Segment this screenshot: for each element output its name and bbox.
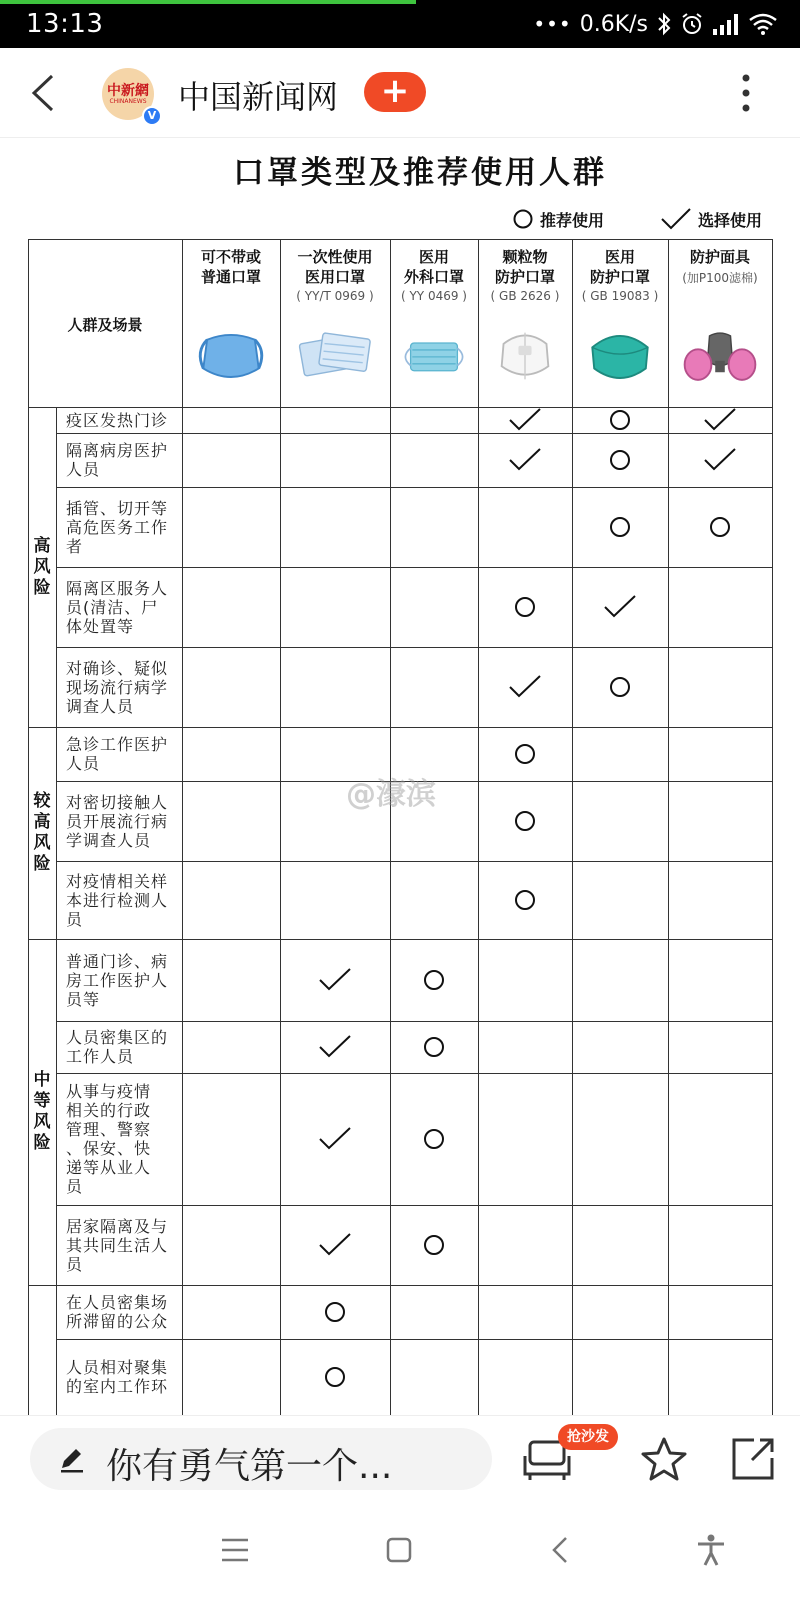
table-column-divider	[478, 239, 479, 1415]
avatar-logo: 中新網	[107, 83, 149, 99]
circle-mark-icon	[317, 1362, 353, 1392]
system-nav-bar	[0, 1503, 800, 1600]
legend-recommended-label: 推荐使用	[540, 210, 605, 230]
column-standard-disposable: ( YY/T 0969 )	[296, 289, 374, 303]
column-standard-medical_protective: ( GB 19083 )	[581, 289, 659, 303]
n95-mask-image	[577, 321, 663, 391]
table-column-divider	[390, 239, 391, 1415]
circle-mark-icon	[416, 1124, 452, 1154]
table-row-divider	[56, 567, 772, 568]
circle-mark-icon	[507, 806, 543, 836]
table-row-divider	[28, 1285, 772, 1286]
table-header-divider	[28, 407, 772, 408]
table-column-divider	[280, 239, 281, 1415]
article-title: 口罩类型及推荐使用人群	[233, 155, 607, 191]
status-bar	[0, 0, 800, 48]
accessibility-icon[interactable]	[694, 1533, 728, 1567]
star-icon[interactable]	[640, 1436, 688, 1482]
table-row-scene: 从事与疫情 相关的行政 管理、警察 、保安、快 递等从业人 员	[66, 1082, 152, 1196]
column-header-disposable: 一次性使用 医用口罩	[297, 248, 373, 286]
menu-icon[interactable]	[218, 1533, 252, 1567]
table-row-divider	[56, 1073, 772, 1074]
dots-icon: •••	[533, 12, 572, 36]
comment-bar	[0, 1415, 800, 1503]
face-mask-image	[677, 321, 763, 391]
circle-mark-icon	[416, 1230, 452, 1260]
legend-recommended	[512, 205, 604, 233]
table-row-scene: 对确诊、疑似 现场流行病学 调查人员	[66, 658, 169, 716]
table-row-divider	[28, 727, 772, 728]
back-arrow-icon[interactable]	[22, 70, 68, 116]
table-row-scene: 急诊工作医护 人员	[66, 735, 169, 773]
table-row-divider	[56, 1205, 772, 1206]
table-column-divider	[668, 239, 669, 1415]
table-row-divider	[56, 487, 772, 488]
legend-optional-label: 选择使用	[698, 210, 763, 230]
table-column-divider	[772, 239, 773, 1415]
comment-placeholder: 你有勇气第一个...	[106, 1446, 393, 1487]
check-mark-icon	[317, 1230, 353, 1260]
circle-mark-icon	[416, 965, 452, 995]
column-header-medical_protective: 医用 防护口罩	[589, 248, 650, 286]
watermark: @濠滨	[346, 777, 436, 812]
sofa-badge: 抢沙发	[558, 1424, 618, 1450]
table-row-divider	[56, 647, 772, 648]
legend-optional	[660, 205, 762, 233]
table-column-divider	[56, 407, 57, 1415]
home-icon[interactable]	[382, 1533, 416, 1567]
channel-name[interactable]: 中国新闻网	[178, 78, 339, 116]
network-speed: 0.6K/s	[579, 11, 648, 37]
column-standard-face_mask: (加P100滤棉)	[682, 271, 758, 285]
follow-button[interactable]: +	[364, 72, 426, 112]
table-row-divider	[28, 939, 772, 940]
avatar-sub: CHINANEWS	[109, 98, 147, 105]
check-mark-icon	[702, 405, 738, 435]
more-options-icon[interactable]	[736, 70, 756, 116]
column-header-none: 可不带或 普通口罩	[200, 248, 261, 286]
table-row-scene: 普通门诊、病 房工作医护人 员等	[66, 951, 169, 1009]
comment-input[interactable]	[30, 1428, 492, 1490]
table-row-scene: 隔离区服务人 员(清洁、尸 体处置等	[66, 578, 169, 636]
check-mark-icon	[317, 1032, 353, 1062]
risk-group-label: 中 等 风 险	[33, 1070, 51, 1153]
disposable-mask-image	[292, 321, 378, 391]
table-row-scene: 在人员密集场 所滞留的公众	[66, 1293, 169, 1331]
signal-icon	[712, 13, 740, 35]
circle-mark-icon	[602, 512, 638, 542]
check-mark-icon	[317, 965, 353, 995]
table-row-scene: 对疫情相关样 本进行检测人 员	[66, 871, 169, 929]
table-row-divider	[56, 433, 772, 434]
surgical-mask-image	[395, 321, 473, 391]
share-icon[interactable]	[730, 1436, 776, 1482]
circle-mark-icon	[317, 1297, 353, 1327]
check-mark-icon	[702, 445, 738, 475]
risk-group-label: 较 高 风 险	[33, 791, 51, 874]
table-row-scene: 疫区发热门诊	[66, 410, 169, 430]
wifi-icon	[748, 12, 778, 36]
verified-badge-icon: V	[142, 106, 162, 126]
alarm-icon	[680, 12, 704, 36]
status-time: 13:13	[26, 9, 104, 39]
check-mark-icon	[317, 1124, 353, 1154]
table-row-divider	[56, 1339, 772, 1340]
circle-mark-icon	[702, 512, 738, 542]
column-header-face_mask: 防护面具	[689, 248, 750, 266]
check-mark-icon	[507, 405, 543, 435]
circle-mark-icon	[602, 405, 638, 435]
table-row-scene: 居家隔离及与 其共同生活人 员	[66, 1216, 169, 1274]
app-header	[0, 48, 800, 138]
table-column-divider	[572, 239, 573, 1415]
particulate-mask-image	[483, 321, 567, 391]
table-row-divider	[56, 1021, 772, 1022]
column-standard-particulate: ( GB 2626 )	[490, 289, 560, 303]
cloth-mask-image	[188, 321, 274, 391]
check-mark-icon	[602, 592, 638, 622]
circle-mark-icon	[507, 592, 543, 622]
corner-label: 人群及场景	[67, 316, 143, 334]
circle-mark-icon	[512, 208, 534, 230]
column-header-surgical: 医用 外科口罩	[403, 248, 464, 286]
status-icons	[533, 9, 778, 39]
circle-mark-icon	[602, 445, 638, 475]
column-header-particulate: 颗粒物 防护口罩	[494, 248, 555, 286]
pen-icon	[58, 1446, 86, 1474]
circle-mark-icon	[416, 1032, 452, 1062]
page-load-progress-bar	[0, 0, 416, 4]
check-mark-icon	[507, 445, 543, 475]
check-mark-icon	[660, 207, 692, 231]
table-row-scene: 对密切接触人 员开展流行病 学调查人员	[66, 792, 169, 850]
article-image[interactable]	[0, 139, 800, 1415]
table-row-divider	[56, 861, 772, 862]
table-row-scene: 隔离病房医护 人员	[66, 441, 169, 479]
circle-mark-icon	[507, 885, 543, 915]
table-row-scene: 插管、切开等 高危医务工作 者	[66, 498, 169, 556]
bluetooth-icon	[656, 12, 672, 36]
check-mark-icon	[507, 672, 543, 702]
risk-group-label: 高 风 险	[33, 535, 51, 598]
table-border-top	[28, 239, 772, 240]
column-standard-surgical: ( YY 0469 )	[400, 289, 467, 303]
circle-mark-icon	[602, 672, 638, 702]
circle-mark-icon	[507, 739, 543, 769]
nav-back-icon[interactable]	[544, 1533, 578, 1567]
table-row-scene: 人员相对聚集 的室内工作环	[66, 1358, 169, 1396]
table-row-scene: 人员密集区的 工作人员	[66, 1028, 169, 1066]
